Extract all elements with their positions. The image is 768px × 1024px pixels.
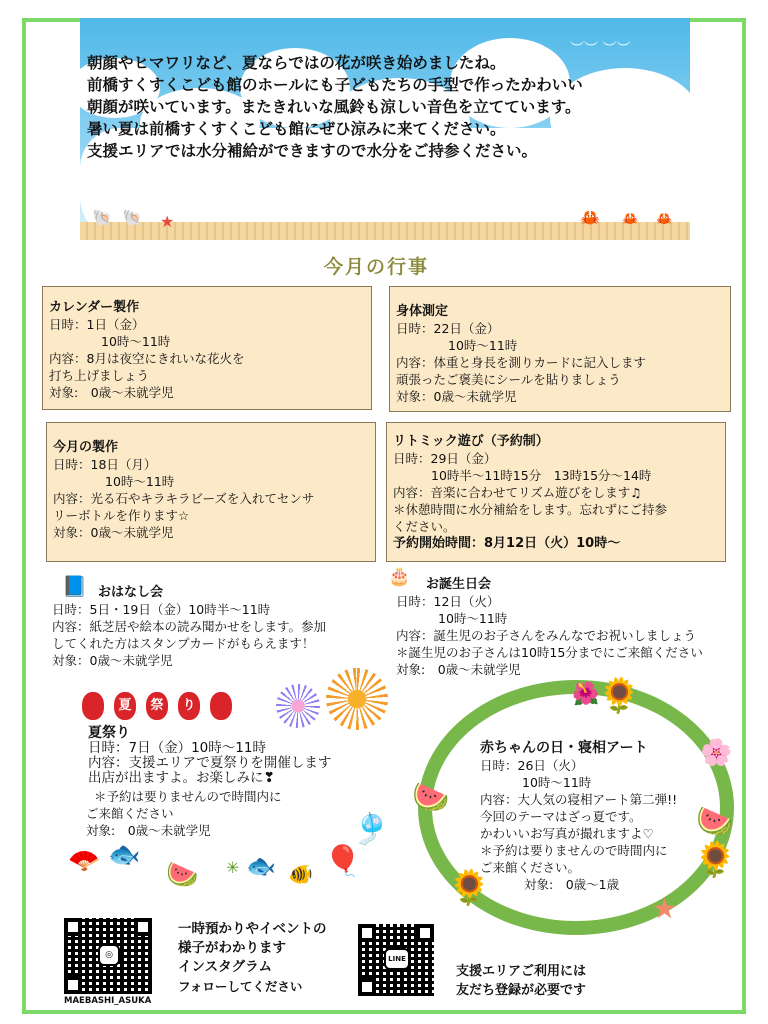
uchiwa-fan-icon: 🪭 [68,846,101,876]
event-title: 赤ちゃんの日・寝相アート [480,740,648,756]
event-title: 身体測定 [396,304,449,319]
instagram-caption [178,920,327,996]
intro-line-2: 前橋すくすくこども館のホールにも子どもたちの手型で作ったかわいい [87,76,583,94]
event-time: 10時〜11時 [448,338,518,353]
event-note: ＊休憩時間に水分補給をします。忘れずにご持参 [393,502,668,517]
water-balloon-icon: 🎈 [324,844,362,879]
firework-icon [276,684,320,728]
starfish-icon: ★ [160,212,175,231]
event-festival-section [88,726,331,786]
lantern-natsu: 夏 [114,692,136,720]
instagram-line: インスタグラム [178,959,272,975]
event-content: 内容：光る石やキラキラビーズを入れてセンサ [53,491,315,506]
section-title: 今月の行事 [324,256,430,278]
event-content: 内容：大人気の寝相アート第二弾!! [480,792,678,807]
line-icon: LINE [384,948,410,970]
firework-icon-2 [326,668,388,730]
event-title: おはなし会 [98,585,164,600]
event-content: 内容：支援エリアで夏祭りを開催します [88,755,332,771]
event-target: 対象：0歳〜未就学児 [396,389,517,404]
wind-chime-icon: 🎐 [352,812,390,847]
event-time: 10時〜11時 [105,474,175,489]
instagram-icon: ◎ [98,944,120,966]
event-target: 対象: 0歳〜未就学児 [49,385,174,400]
birthday-cake-icon: 🎂 [388,566,411,587]
watermelon-icon-2: 🍉 [412,780,450,815]
event-target: 対象: 0歳〜1歳 [524,877,620,892]
intro-line-3: 朝顔が咲いています。またきれいな風鈴も涼しい音色を立てています。 [87,98,581,116]
event-time: 10時〜11時 [522,775,592,790]
event-content: リーボトルを作ります☆ [53,508,190,523]
intro-line-1: 朝顔やヒマワリなど、夏ならではの花が咲き始めましたね。 [87,54,506,72]
event-title: 今月の製作 [53,440,119,455]
event-date: 日時：7日（金）10時〜11時 [88,740,266,756]
event-target: 対象：0歳〜未就学児 [52,653,173,668]
instagram-qr-code[interactable] [64,918,152,994]
intro-message [87,52,687,162]
watermelon-icon-3: 🍉 [696,804,734,839]
line-caption-line: 支援エリアご利用には [456,964,587,979]
event-content: かわいいお写真が撮れますよ♡ [480,826,654,841]
event-title: 夏祭り [88,725,130,741]
lantern-icon-2 [210,692,232,720]
event-content: 今回のテーマはざっ夏です。 [480,809,642,824]
event-title: お誕生日会 [426,577,492,592]
event-note: ＊誕生児のお子さんは10時15分までにご来館ください [396,645,703,660]
goldfish-black-icon: 🐟 [246,852,276,880]
goldfish-red-icon: 🐠 [288,862,313,886]
event-festival-notes [86,788,282,839]
event-content: 内容：音楽に合わせてリズム遊びをします♫ [393,485,642,500]
event-date: 日時：22日（金） [396,321,500,336]
sunflower-icon-2: 🌻 [694,840,737,880]
event-note: ＊予約は要りませんので時間内に [94,789,282,804]
line-caption-line: 友だち登録が必要です [456,983,587,998]
event-calendar-card [42,286,372,410]
event-date: 日時：1日（金） [49,317,145,332]
event-content: 内容：紙芝居や絵本の読み聞かせをします。参加 [52,619,327,634]
book-icon: 📘 [62,574,87,598]
event-content: 出店が出ますよ。お楽しみに❣ [88,770,275,786]
instagram-line: 一時預かりやイベントの [178,921,327,937]
event-birthday-section [396,576,703,678]
event-time: 10時〜11時 [438,611,508,626]
sunflower-icon: 🌻 [598,676,641,716]
lantern-icon [82,692,104,720]
lantern-matsu: 祭 [146,692,168,720]
event-date: 日時：26日（火） [480,758,584,773]
instagram-id: MAEBASHI_ASUKA [64,996,152,1006]
morning-glory-icon: 🌸 [700,738,733,768]
event-content: 打ち上げましょう [49,368,150,383]
event-content: 頑張ったご褒美にシールを貼りましょう [396,372,621,387]
event-target: 対象：0歳〜未就学児 [53,525,174,540]
intro-line-4: 暑い夏は前橋すくすくこども館にぜひ涼みに来てください。 [87,120,506,138]
event-note: ご来館ください。 [480,860,581,875]
line-qr-code[interactable] [358,924,434,996]
event-note: ご来館ください [86,806,174,821]
intro-line-5: 支援エリアでは水分補給ができますので水分をご持参ください。 [87,142,537,160]
crab-small-icon: 🦀 [622,212,639,227]
event-rhythmic-card [386,422,726,562]
sunflower-icon-3: 🌻 [448,868,491,908]
event-content: 内容：体重と身長を測りカードに記入します [396,355,647,370]
line-caption [456,962,586,1000]
event-time: 10時〜11時 [101,334,171,349]
event-craft-card [46,422,376,562]
watermelon-icon: 🍉 [166,860,199,890]
instagram-line: フォローしてください [178,979,303,994]
event-measure-card [389,286,731,412]
goldfish-icon: 🐟 [108,840,141,870]
event-target: 対象: 0歳〜未就学児 [86,823,211,838]
event-target: 対象: 0歳〜未就学児 [396,662,521,677]
event-title: リトミック遊び（予約制） [393,434,549,449]
event-content: 内容：誕生児のお子さんをみんなでお祝いしましょう [396,628,697,643]
event-date: 日時：18日（月） [53,457,157,472]
crab-small-icon-2: 🦀 [656,212,673,227]
crab-icon: 🦀 [580,208,600,227]
flower-icon: 🌺 [572,682,600,707]
event-date: 日時：29日（金） [393,451,497,466]
event-note: ください。 [393,519,456,534]
starfish-icon-2: ★ [652,892,678,925]
shell-icon: 🐚 [92,208,112,227]
event-content: 内容：8月は夜空にきれいな花火を [49,351,245,366]
event-date: 日時：5日・19日（金）10時半〜11時 [52,602,271,617]
event-story-section [52,584,326,669]
grass-icon: ✳ [226,858,240,877]
seagull-icon: ︶︶ ︶︶ [570,41,631,57]
event-date: 日時：12日（火） [396,594,500,609]
event-reserve: 予約開始時間：8月12日（火）10時〜 [393,536,621,551]
event-title: カレンダー製作 [49,300,140,315]
event-time: 10時半〜11時15分 13時15分〜14時 [431,468,652,483]
instagram-line: 様子がわかります [178,940,286,956]
seashell-icon: 🐚 [122,208,142,227]
event-content: してくれた方はスタンプカードがもらえます！ [52,636,315,651]
event-note: ＊予約は要りませんので時間内に [480,843,668,858]
event-baby-section [480,740,677,893]
lantern-ri: り [178,692,200,720]
